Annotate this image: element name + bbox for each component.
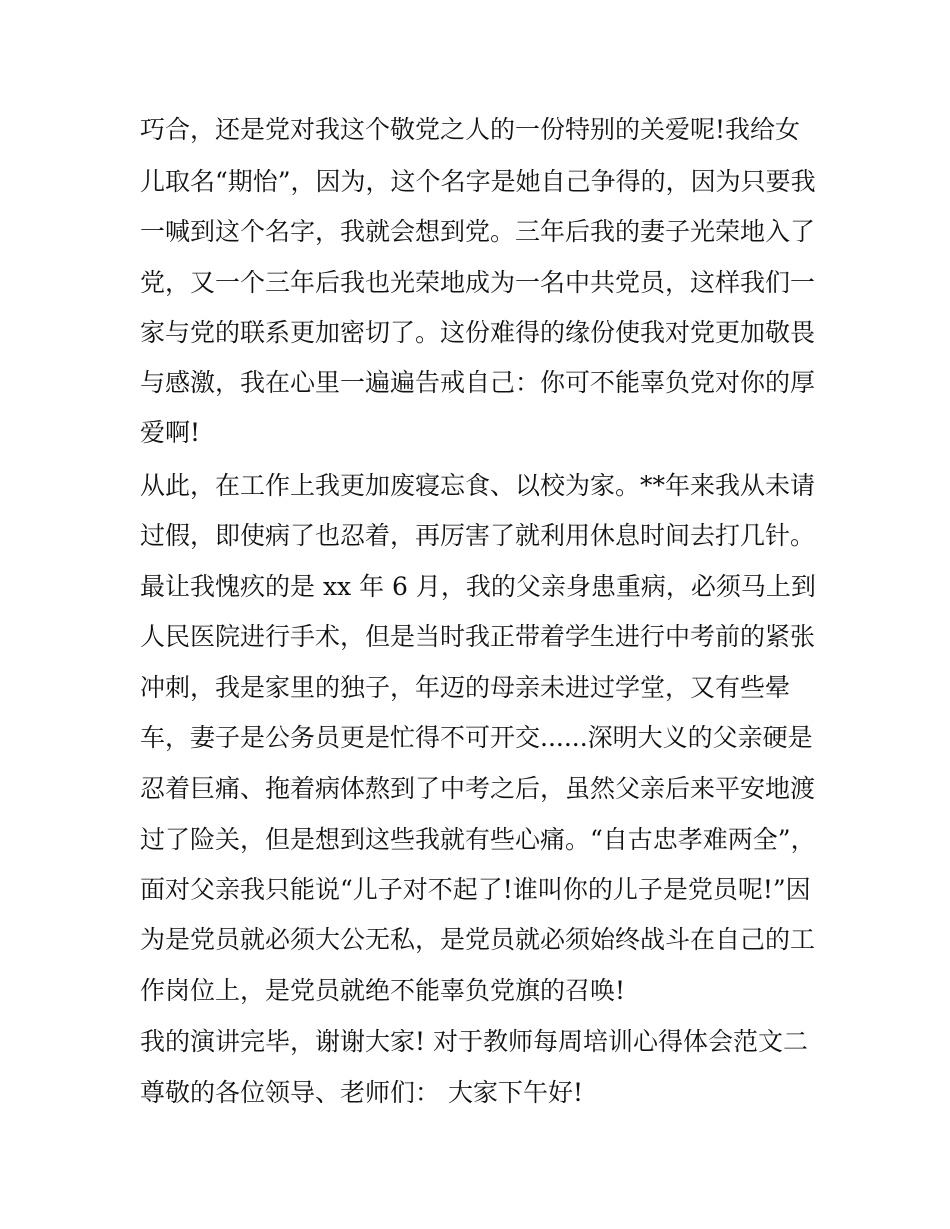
text-line: 为是党员就必须大公无私，是党员就必须始终战斗在自己的工: [140, 925, 816, 954]
text-line: 党，又一个三年后我也光荣地成为一名中共党员，这样我们一: [140, 268, 816, 297]
text-line: 一喊到这个名字，我就会想到党。三年后我的妻子光荣地入了: [140, 217, 816, 246]
text-line: 过假，即使病了也忍着，再厉害了就利用休息时间去打几针。: [140, 521, 816, 550]
text-line: 过了险关，但是想到这些我就有些心痛。“自古忠孝难两全”，: [140, 825, 816, 854]
text-line: 巧合，还是党对我这个敬党之人的一份特别的关爱呢!我给女: [140, 115, 801, 144]
text-line: 作岗位上，是党员就绝不能辜负党旗的召唤!: [140, 976, 626, 1005]
text-line: 车，妻子是公务员更是忙得不可开交......深明大义的父亲硬是: [140, 723, 813, 752]
text-line: 爱啊!: [140, 418, 201, 447]
text-line: 人民医院进行手术，但是当时我正带着学生进行中考前的紧张: [140, 622, 816, 651]
text-line: 从此，在工作上我更加废寝忘食、以校为家。**年来我从未请: [140, 471, 816, 500]
text-line: 忍着巨痛、拖着病体熬到了中考之后，虽然父亲后来平安地渡: [140, 774, 816, 803]
text-line: 与感激，我在心里一遍遍告戒自己：你可不能辜负党对你的厚: [140, 368, 816, 397]
text-line: 最让我愧疚的是 xx 年 6 月，我的父亲身患重病，必须马上到: [140, 572, 816, 601]
text-line: 家与党的联系更加密切了。这份难得的缘份使我对党更加敬畏: [140, 318, 816, 347]
text-line: 尊敬的各位领导、老师们： 大家下午好!: [140, 1078, 583, 1107]
text-line: 儿取名“期怡”，因为，这个名字是她自己争得的，因为只要我: [140, 167, 816, 196]
text-line: 我的演讲完毕，谢谢大家! 对于教师每周培训心得体会范文二: [140, 1027, 808, 1056]
text-line: 面对父亲我只能说“儿子对不起了!谁叫你的儿子是党员呢!”因: [140, 875, 811, 904]
text-line: 冲刺，我是家里的独子，年迈的母亲未进过学堂，又有些晕: [140, 673, 791, 702]
